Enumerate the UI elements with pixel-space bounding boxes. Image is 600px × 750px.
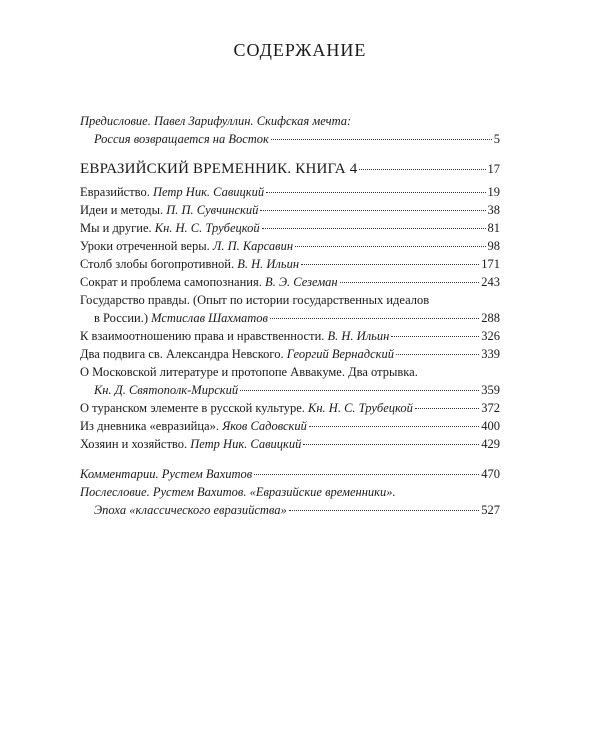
dot-leader — [391, 336, 479, 337]
section-title: ЕВРАЗИЙСКИЙ ВРЕМЕННИК. КНИГА 4 — [80, 161, 358, 177]
dot-leader — [270, 318, 479, 319]
toc-entry-title: Идеи и методы. — [80, 203, 167, 217]
toc-entry-list — [80, 183, 500, 453]
page-number: 17 — [487, 162, 500, 176]
toc-entry-text: Эпоха «классического евразийства» — [94, 503, 287, 517]
toc-entry-title: Из дневника «евразийца». — [80, 419, 223, 433]
toc-section-heading[interactable] — [80, 160, 500, 178]
toc-entry-text: Предисловие. Павел Зарифуллин. Скифская мечта: — [80, 114, 352, 128]
page-number: 400 — [481, 419, 500, 433]
page-number: 98 — [487, 239, 500, 253]
toc-entry-author: Яков Садовский — [222, 419, 307, 433]
toc-entry-title: К взаимоотношению права и нравственности. — [80, 329, 328, 343]
toc-entry[interactable] — [80, 327, 500, 345]
toc-entry-preface[interactable] — [80, 112, 500, 148]
toc-entry-author: Л. П. Карсавин — [212, 239, 294, 253]
toc-entry-text: О Московской литературе и протопопе Аввакуме. Два отрывка. — [80, 365, 418, 379]
page-number: 288 — [481, 311, 500, 325]
page-number: 19 — [487, 185, 500, 199]
toc-entry-text: Послесловие. Рустем Вахитов. «Евразийские временники». — [80, 485, 396, 499]
dot-leader — [254, 474, 479, 475]
toc-entry[interactable] — [80, 291, 500, 327]
dot-leader — [262, 228, 486, 229]
toc-entry[interactable] — [80, 399, 500, 417]
page-number: 372 — [481, 401, 500, 415]
dot-leader — [271, 139, 492, 140]
toc-entry-author: П. П. Сувчинский — [166, 203, 259, 217]
toc-entry-author: В. Н. Ильин — [237, 257, 300, 271]
page-number: 470 — [481, 467, 500, 481]
toc-entry-author: Георгий Вернадский — [286, 347, 394, 361]
toc-entry[interactable] — [80, 183, 500, 201]
page-number: 326 — [481, 329, 500, 343]
toc-entry[interactable] — [80, 345, 500, 363]
page-number: 243 — [481, 275, 500, 289]
page-number: 359 — [481, 383, 500, 397]
toc-entry-title: Мы и другие. — [80, 221, 155, 235]
page-number: 527 — [481, 503, 500, 517]
toc-entry[interactable] — [80, 201, 500, 219]
toc-entry[interactable] — [80, 237, 500, 255]
page-number: 339 — [481, 347, 500, 361]
toc-entry-text: Комментарии. Рустем Вахитов — [80, 467, 253, 481]
dot-leader — [415, 408, 479, 409]
dot-leader — [303, 444, 479, 445]
toc-entry[interactable] — [80, 363, 500, 399]
page-number: 81 — [487, 221, 500, 235]
page-title: СОДЕРЖАНИЕ — [233, 40, 367, 60]
toc-entry[interactable] — [80, 219, 500, 237]
toc-entry-title: О туранском элементе в русской культуре. — [80, 401, 309, 415]
toc-entry-author: В. Э. Сеземан — [264, 275, 338, 289]
dot-leader — [301, 264, 479, 265]
page-number: 429 — [481, 437, 500, 451]
page-number: 171 — [481, 257, 500, 271]
dot-leader — [260, 210, 485, 211]
toc-entry-afterword[interactable] — [80, 483, 500, 519]
toc-entry-title: Хозяин и хозяйство. — [80, 437, 191, 451]
toc-entry-author: В. Н. Ильин — [327, 329, 390, 343]
toc-entry-author: Петр Ник. Савицкий — [190, 437, 302, 451]
dot-leader — [396, 354, 479, 355]
toc-entry[interactable] — [80, 273, 500, 291]
toc-entry-author: Кн. Н. С. Трубецкой — [308, 401, 413, 415]
toc-entry[interactable] — [80, 417, 500, 435]
dot-leader — [295, 246, 485, 247]
dot-leader — [340, 282, 480, 283]
dot-leader — [266, 192, 485, 193]
toc-entry-title: Два подвига св. Александра Невского. — [80, 347, 287, 361]
dot-leader — [359, 169, 485, 170]
page-number: 5 — [493, 132, 500, 146]
toc-entry-author: Кн. Н. С. Трубецкой — [154, 221, 260, 235]
toc-entry-comments[interactable] — [80, 465, 500, 483]
toc-entry-title: Сократ и проблема самопознания. — [80, 275, 265, 289]
toc-entry-text: Россия возвращается на Восток — [94, 132, 269, 146]
dot-leader — [240, 390, 479, 391]
page-number: 38 — [487, 203, 500, 217]
toc-entry-author: Петр Ник. Савицкий — [152, 185, 265, 199]
toc-entry-title: в России.) — [94, 311, 152, 325]
table-of-contents — [80, 112, 500, 519]
toc-entry-author: Мстислав Шахматов — [151, 311, 268, 325]
dot-leader — [289, 510, 479, 511]
toc-entry[interactable] — [80, 255, 500, 273]
toc-entry-title: Столб злобы богопротивной. — [80, 257, 238, 271]
toc-entry[interactable] — [80, 435, 500, 453]
toc-entry-title: Евразийство. — [80, 185, 153, 199]
dot-leader — [309, 426, 479, 427]
toc-entry-text: Государство правды. (Опыт по истории государственных идеалов — [80, 293, 430, 307]
toc-entry-title: Уроки отреченной веры. — [80, 239, 213, 253]
toc-entry-author: Кн. Д. Святополк-Мирский — [94, 383, 239, 397]
